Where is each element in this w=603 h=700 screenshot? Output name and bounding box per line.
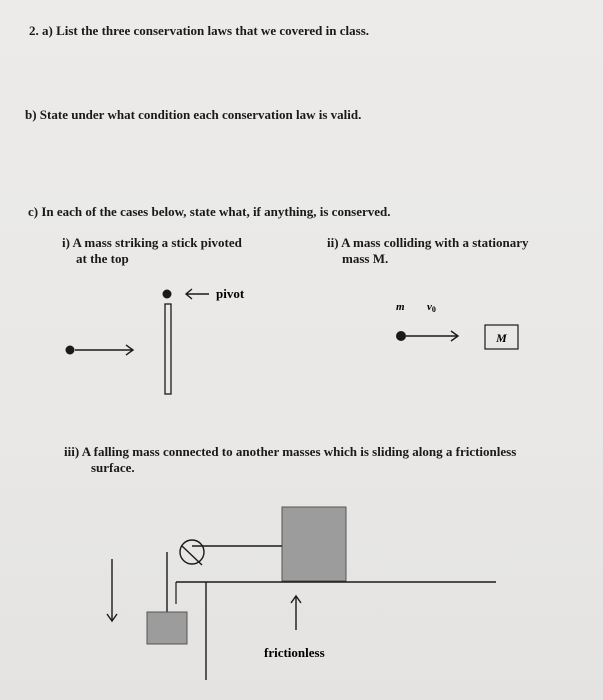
case-ii-diagram — [396, 301, 518, 349]
frictionless-label: frictionless — [264, 645, 325, 660]
case-ii-line1: ii) A mass colliding with a stationary — [327, 235, 529, 250]
question-2c: c) In each of the cases below, state what, if anything, is conserved. — [28, 204, 391, 219]
case-iii-frictionless-emphasis: frictionless — [455, 444, 517, 459]
hanging-mass — [147, 612, 187, 644]
case-iii-diagram — [107, 507, 496, 680]
case-iii-line2: surface. — [91, 460, 135, 475]
case-i-line2: at the top — [76, 251, 129, 266]
striking-mass — [66, 346, 75, 355]
question-2a: 2. a) List the three conservation laws that we covered in class. — [29, 23, 370, 38]
pivot-point — [163, 290, 172, 299]
pivot-label: pivot — [216, 286, 245, 301]
velocity-label: v0 — [427, 301, 436, 314]
case-ii-line2: mass M. — [342, 251, 389, 266]
case-i-diagram — [66, 286, 245, 394]
mass-m-label: m — [396, 301, 405, 313]
block-label: M — [496, 331, 507, 345]
pulley — [180, 540, 204, 564]
sliding-block — [282, 507, 346, 581]
question-2b: b) State under what condition each conservation law is valid. — [25, 107, 362, 122]
stick — [165, 304, 171, 394]
case-iii-line1-text: iii) A falling mass connected to another masses which is sliding along a — [64, 444, 456, 459]
case-i-line1: i) A mass striking a stick pivoted — [62, 235, 242, 250]
moving-mass — [396, 331, 406, 341]
